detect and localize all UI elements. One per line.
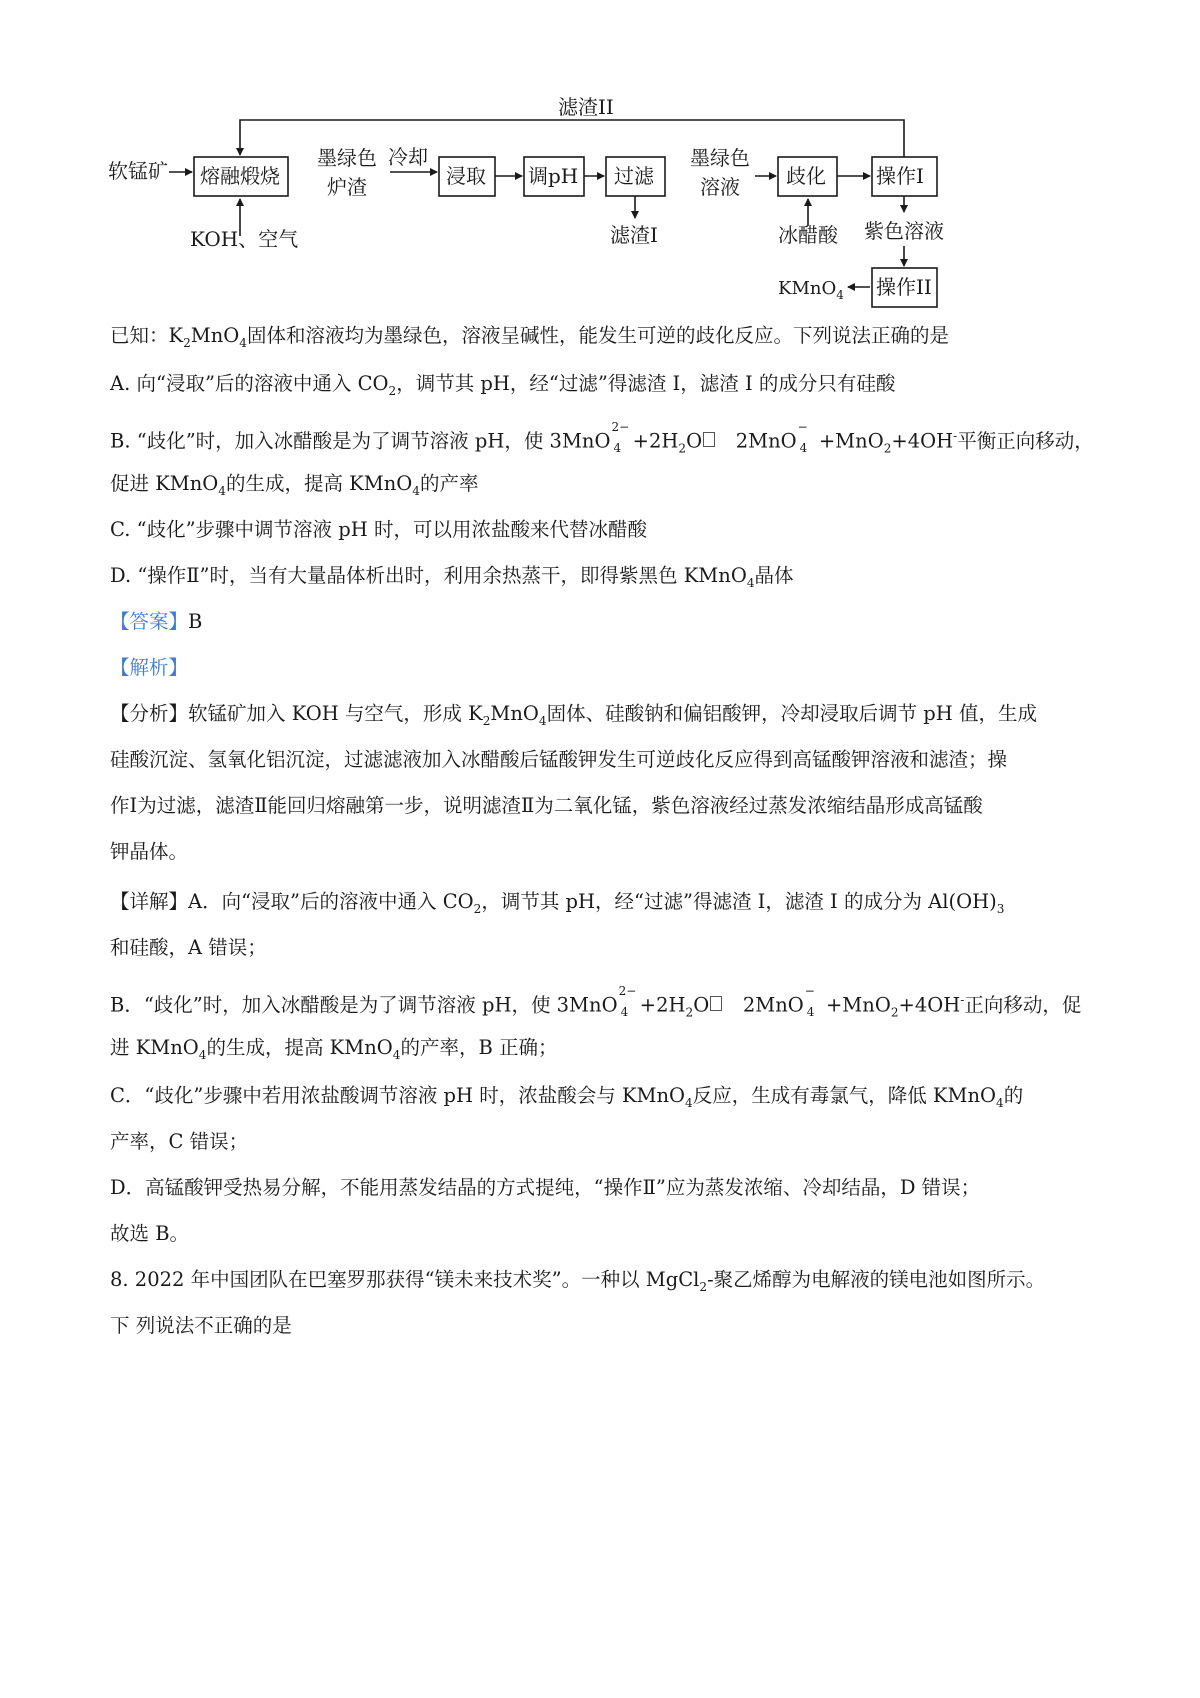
detail-b-cont: 进 KMnO$_4$的生成，提高 KMnO$_4$的产率，B 正确；: [110, 1036, 558, 1062]
question-8-cont: 下 列说法不正确的是: [110, 1314, 292, 1337]
analysis-heading: 【解析】: [110, 656, 189, 679]
label-green-sol-l2: 溶液: [700, 175, 740, 199]
option-d: D. “操作Ⅱ”时，当有大量晶体析出时，利用余热蒸干，即得紫黑色 KMnO$_4$晶体: [110, 564, 794, 590]
option-c: C. “歧化”步骤中调节溶液 pH 时，可以用浓盐酸来代替冰醋酸: [110, 518, 647, 541]
label-op2: 操作II: [876, 275, 932, 299]
label-filter: 过滤: [614, 164, 654, 188]
label-op1: 操作I: [876, 164, 924, 188]
label-fuse: 熔融煅烧: [200, 164, 280, 188]
option-a: A. 向“浸取”后的溶液中通入 $CO_2$，调节其 pH，经“过滤”得滤渣 I，滤渣 I 的成分只有硅酸: [110, 372, 896, 398]
option-b: B. “歧化”时，加入冰醋酸是为了调节溶液 pH，使 3MnO 2− 4 $+2H_2O$ 2MnO − 4 +MnO$_2$+4OH-平衡正向移动，: [110, 419, 1094, 456]
answer-tag: 【答案】: [110, 610, 189, 633]
label-filter-out: 滤渣I: [610, 223, 658, 247]
label-residue-loop: 滤渣II: [558, 95, 614, 119]
option-b-cont: 促进 KMnO$_4$的生成，提高 KMnO$_4$的产率: [110, 472, 479, 498]
analysis-line-2: 硅酸沉淀、氢氧化铝沉淀，过滤滤液加入冰醋酸后锰酸钾发生可逆歧化反应得到高锰酸钾溶液和滤渣；操: [110, 748, 1008, 771]
label-disp: 歧化: [786, 164, 826, 188]
label-leach: 浸取: [446, 164, 486, 188]
analysis-line-1: 【分析】软锰矿加入 KOH 与空气，形成 $K_2MnO_4$固体、硅酸钠和偏铝酸钾，冷却浸取后调节 pH 值，生成: [110, 702, 1037, 728]
equilibrium-symbol-2: [710, 996, 722, 1011]
detail-a: 【详解】A．向“浸取”后的溶液中通入 $CO_2$，调节其 pH，经“过滤”得滤渣 I，滤渣 I 的成分为 $Al(OH)_3$: [110, 890, 1005, 916]
detail-c: C．“歧化”步骤中若用浓盐酸调节溶液 pH 时，浓盐酸会与 KMnO$_4$反应，生成有毒氯气，降低 KMnO$_4$的: [110, 1084, 1024, 1110]
label-green-sol-l1: 墨绿色: [690, 146, 750, 170]
label-fuse-input: KOH、空气: [190, 227, 299, 251]
answer-value: B: [188, 610, 203, 633]
detail-b: B．“歧化”时，加入冰醋酸是为了调节溶液 pH，使 3MnO 2− 4 $+2H_2O$ 2MnO − 4 +MnO$_2$+4OH-正向移动，促: [110, 983, 1082, 1020]
detail-d: D．高锰酸钾受热易分解，不能用蒸发结晶的方式提纯，“操作Ⅱ”应为蒸发浓缩、冷却结晶，D 错误；: [110, 1176, 981, 1199]
equilibrium-symbol: [703, 432, 715, 447]
label-product: KMnO$_4$: [778, 278, 844, 302]
label-green-l2: 炉渣: [327, 175, 367, 199]
label-purple: 紫色溶液: [864, 219, 944, 243]
detail-c-cont: 产率，C 错误；: [110, 1130, 249, 1153]
answer-line: [110, 608, 202, 636]
label-green-l1: 墨绿色: [317, 146, 377, 170]
analysis-line-3: 作Ⅰ为过滤，滤渣Ⅱ能回归熔融第一步，说明滤渣Ⅱ为二氧化锰，紫色溶液经过蒸发浓缩结晶形成高锰酸: [110, 794, 983, 817]
detail-a-cont: 和硅酸，A 错误；: [110, 936, 267, 959]
label-raw: 软锰矿: [108, 159, 168, 183]
label-disp-input: 冰醋酸: [778, 223, 838, 247]
conclusion: 故选 B。: [110, 1222, 190, 1245]
label-ph: 调pH: [528, 164, 579, 188]
known-line: 已知：$K_2MnO_4$固体和溶液均为墨绿色，溶液呈碱性，能发生可逆的歧化反应。下列说法正确的是: [110, 324, 949, 350]
analysis-line-4: 钾晶体。: [110, 840, 189, 863]
label-cool: 冷却: [388, 145, 428, 169]
process-flowchart: [0, 0, 1200, 320]
question-8: 8. 2022 年中国团队在巴塞罗那获得“镁未来技术奖”。一种以 MgCl$_2$-聚乙烯醇为电解液的镁电池如图所示。: [110, 1268, 1046, 1294]
